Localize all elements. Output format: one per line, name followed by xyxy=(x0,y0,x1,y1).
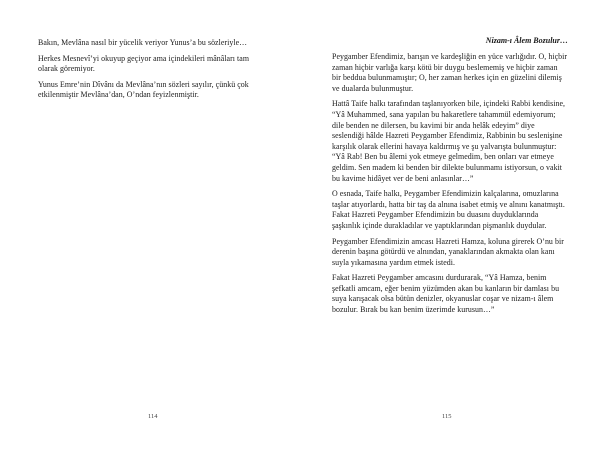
paragraph: Herkes Mesnevî’yi okuyup geçiyor ama içindekileri mânâları tam olarak göremiyor. xyxy=(38,53,250,74)
right-page-body xyxy=(332,52,568,321)
paragraph: Peygamber Efendimizin amcası Hazreti Hamza, koluna girerek O’nu bir derenin başına götürdü ve alnından, yanaklarından akmakta olan kanı suyla yıkamasına yardım etmek istedi. xyxy=(332,236,564,267)
left-page-number: 114 xyxy=(148,413,158,420)
paragraph: O esnada, Taife halkı, Peygamber Efendimizin kalçalarına, omuzlarına taşlar atıyorlardı, hatta bir taş da alnına isabet etmiş ve alnını kanatmıştı. Fakat Hazreti Peygamber Efendimizin bu duasını duyduklarında şaşkınlık içinde durakladılar ve yaptıklarından pişmanlık duydular. xyxy=(332,189,565,230)
paragraph: Yunus Emre’nin Dîvânı da Mevlâna’nın sözleri sayılır, çünkü çok etkilenmiştir Mevlâna’dan, O’ndan feyizlenmiştir. xyxy=(38,79,249,100)
left-page-body xyxy=(38,38,264,106)
right-page-number: 115 xyxy=(442,413,452,420)
paragraph: Fakat Hazreti Peygamber amcasını durdurarak, “Yâ Hamza, benim şefkatli amcam, eğer benim yüzümden akan bu kanların bir damlası bu suya karışacak olsa bütün denizler, okyanuslar coşar ve nizam-ı âlem bozulur. Bırak bu kan benim üzerimde kurusun…” xyxy=(332,273,560,315)
paragraph: Bakın, Mevlâna nasıl bir yücelik veriyor Yunus’a bu sözleriyle… xyxy=(38,38,248,47)
running-head: Nizam-ı Âlem Bozulur… xyxy=(485,36,568,45)
paragraph: Hattâ Taife halkı tarafından taşlanıyorken bile, içindeki Rabbi kendisine, “Yâ Muhammed, sana yapılan bu hakaretlere tahammül edemiyorum; dile benden ne dilersen, bu kavimi bir anda helâk edeyim” diye seslendiği hâlde Hazreti Peygamber Efendimiz, Rabbinin bu seslenişine karşılık olarak ellerini havaya kaldırmış ve şu yalvarışta bulunmuştur: “Yâ Rab! Ben bu âlemi yok etmeye gelmedim, ben onları var etmeye geldim. Sen madem ki benden bir dilekte bulunmamı istiyorsun, o vakit bu kavime hidâyet ver de beni anlasınlar…” xyxy=(332,99,566,183)
paragraph: Peygamber Efendimiz, barışın ve kardeşliğin en yüce varlığıdır. O, hiçbir zaman hiçbir varlığa karşı kötü bir duygu beslememiş ve hiçbir zaman bir beddua bulunmamıştır; O, her zaman herkes için en güzelini dilemiş ve dualarda bulunmuştur. xyxy=(332,52,568,93)
right-page xyxy=(300,0,600,449)
